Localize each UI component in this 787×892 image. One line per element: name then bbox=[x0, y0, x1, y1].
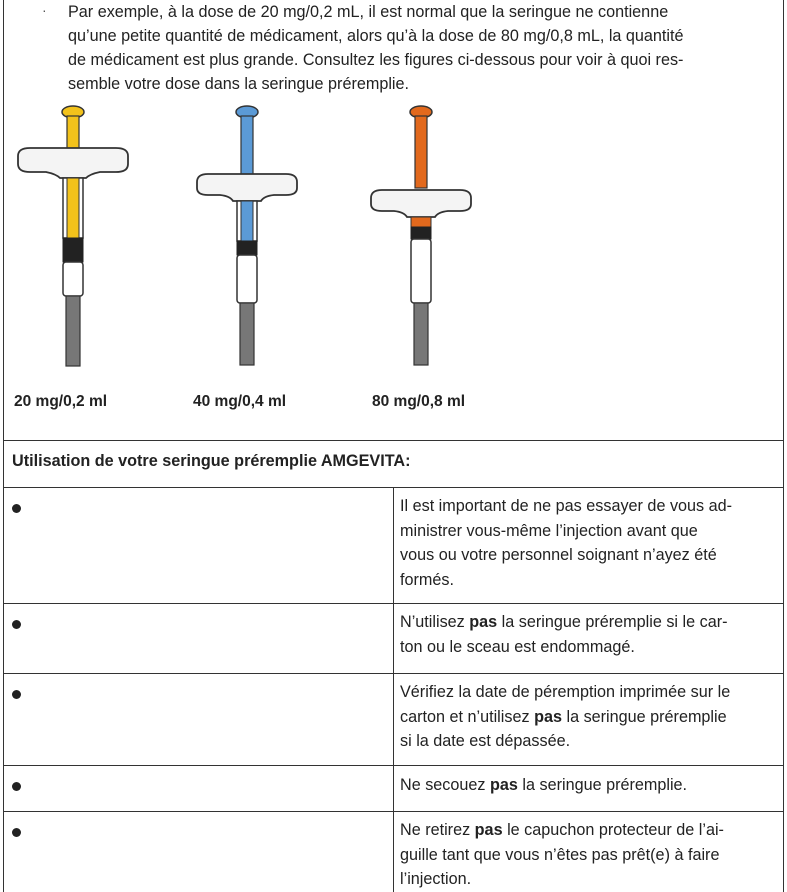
row-text bbox=[400, 773, 772, 798]
bullet-dot bbox=[12, 828, 21, 837]
dose-label-40mg: 40 mg/0,4 ml bbox=[193, 393, 287, 410]
row-text bbox=[400, 494, 772, 592]
bullet-dot bbox=[12, 690, 21, 699]
row-line: ton ou le sceau est endommagé. bbox=[400, 637, 635, 656]
row-line: Ne secouez pas la seringue préremplie. bbox=[400, 776, 688, 794]
row-text bbox=[400, 610, 772, 659]
syringe-20mg-illustration bbox=[18, 106, 128, 366]
row-line: carton et n’utilisez pas la seringue préremplie bbox=[400, 707, 727, 726]
dose-label-20mg: 20 mg/0,2 ml bbox=[14, 393, 108, 410]
syringe-80mg-illustration bbox=[371, 106, 471, 365]
table-row bbox=[3, 487, 782, 603]
table-row bbox=[3, 603, 782, 673]
row-line: l’injection. bbox=[400, 870, 472, 888]
row-line: guille tant que vous n’êtes pas prêt(e) à faire bbox=[400, 845, 720, 864]
table-row bbox=[3, 811, 782, 892]
row-line: formés. bbox=[400, 570, 454, 589]
bullet-dot bbox=[12, 504, 21, 513]
syringe-40mg-illustration bbox=[197, 106, 297, 365]
intro-line: semble votre dose dans la seringue préremplie. bbox=[68, 75, 410, 93]
row-line: ministrer vous-même l’injection avant que bbox=[400, 521, 698, 540]
section-title: Utilisation de votre seringue préremplie AMGEVITA: bbox=[12, 452, 411, 470]
row-line: Il est important de ne pas essayer de vous ad- bbox=[400, 497, 733, 515]
table-row bbox=[3, 765, 782, 811]
row-line: vous ou votre personnel soignant n’ayez été bbox=[400, 546, 717, 564]
row-line: Vérifiez la date de péremption imprimée sur le bbox=[400, 683, 731, 701]
intro-line: Par exemple, à la dose de 20 mg/0,2 mL, il est normal que la seringue ne contienne bbox=[68, 3, 669, 21]
bullet-dot bbox=[12, 782, 21, 791]
divider bbox=[3, 440, 783, 441]
intro-paragraph bbox=[68, 0, 768, 96]
row-line: si la date est dépassée. bbox=[400, 732, 571, 750]
row-text bbox=[400, 818, 772, 892]
intro-line: de médicament est plus grande. Consultez les figures ci-dessous pour voir à quoi res- bbox=[68, 51, 684, 69]
table-row bbox=[3, 673, 782, 765]
bullet-dot bbox=[12, 620, 21, 629]
intro-line: qu’une petite quantité de médicament, alors qu’à la dose de 80 mg/0,8 mL, la quantité bbox=[68, 27, 684, 45]
row-text bbox=[400, 680, 772, 754]
syringe-figures bbox=[0, 98, 779, 438]
dose-label-80mg: 80 mg/0,8 ml bbox=[372, 393, 466, 410]
row-line: Ne retirez pas le capuchon protecteur de l’ai- bbox=[400, 821, 724, 839]
row-line: N’utilisez pas la seringue préremplie si le car- bbox=[400, 613, 728, 631]
intro-bullet: · bbox=[42, 2, 47, 18]
